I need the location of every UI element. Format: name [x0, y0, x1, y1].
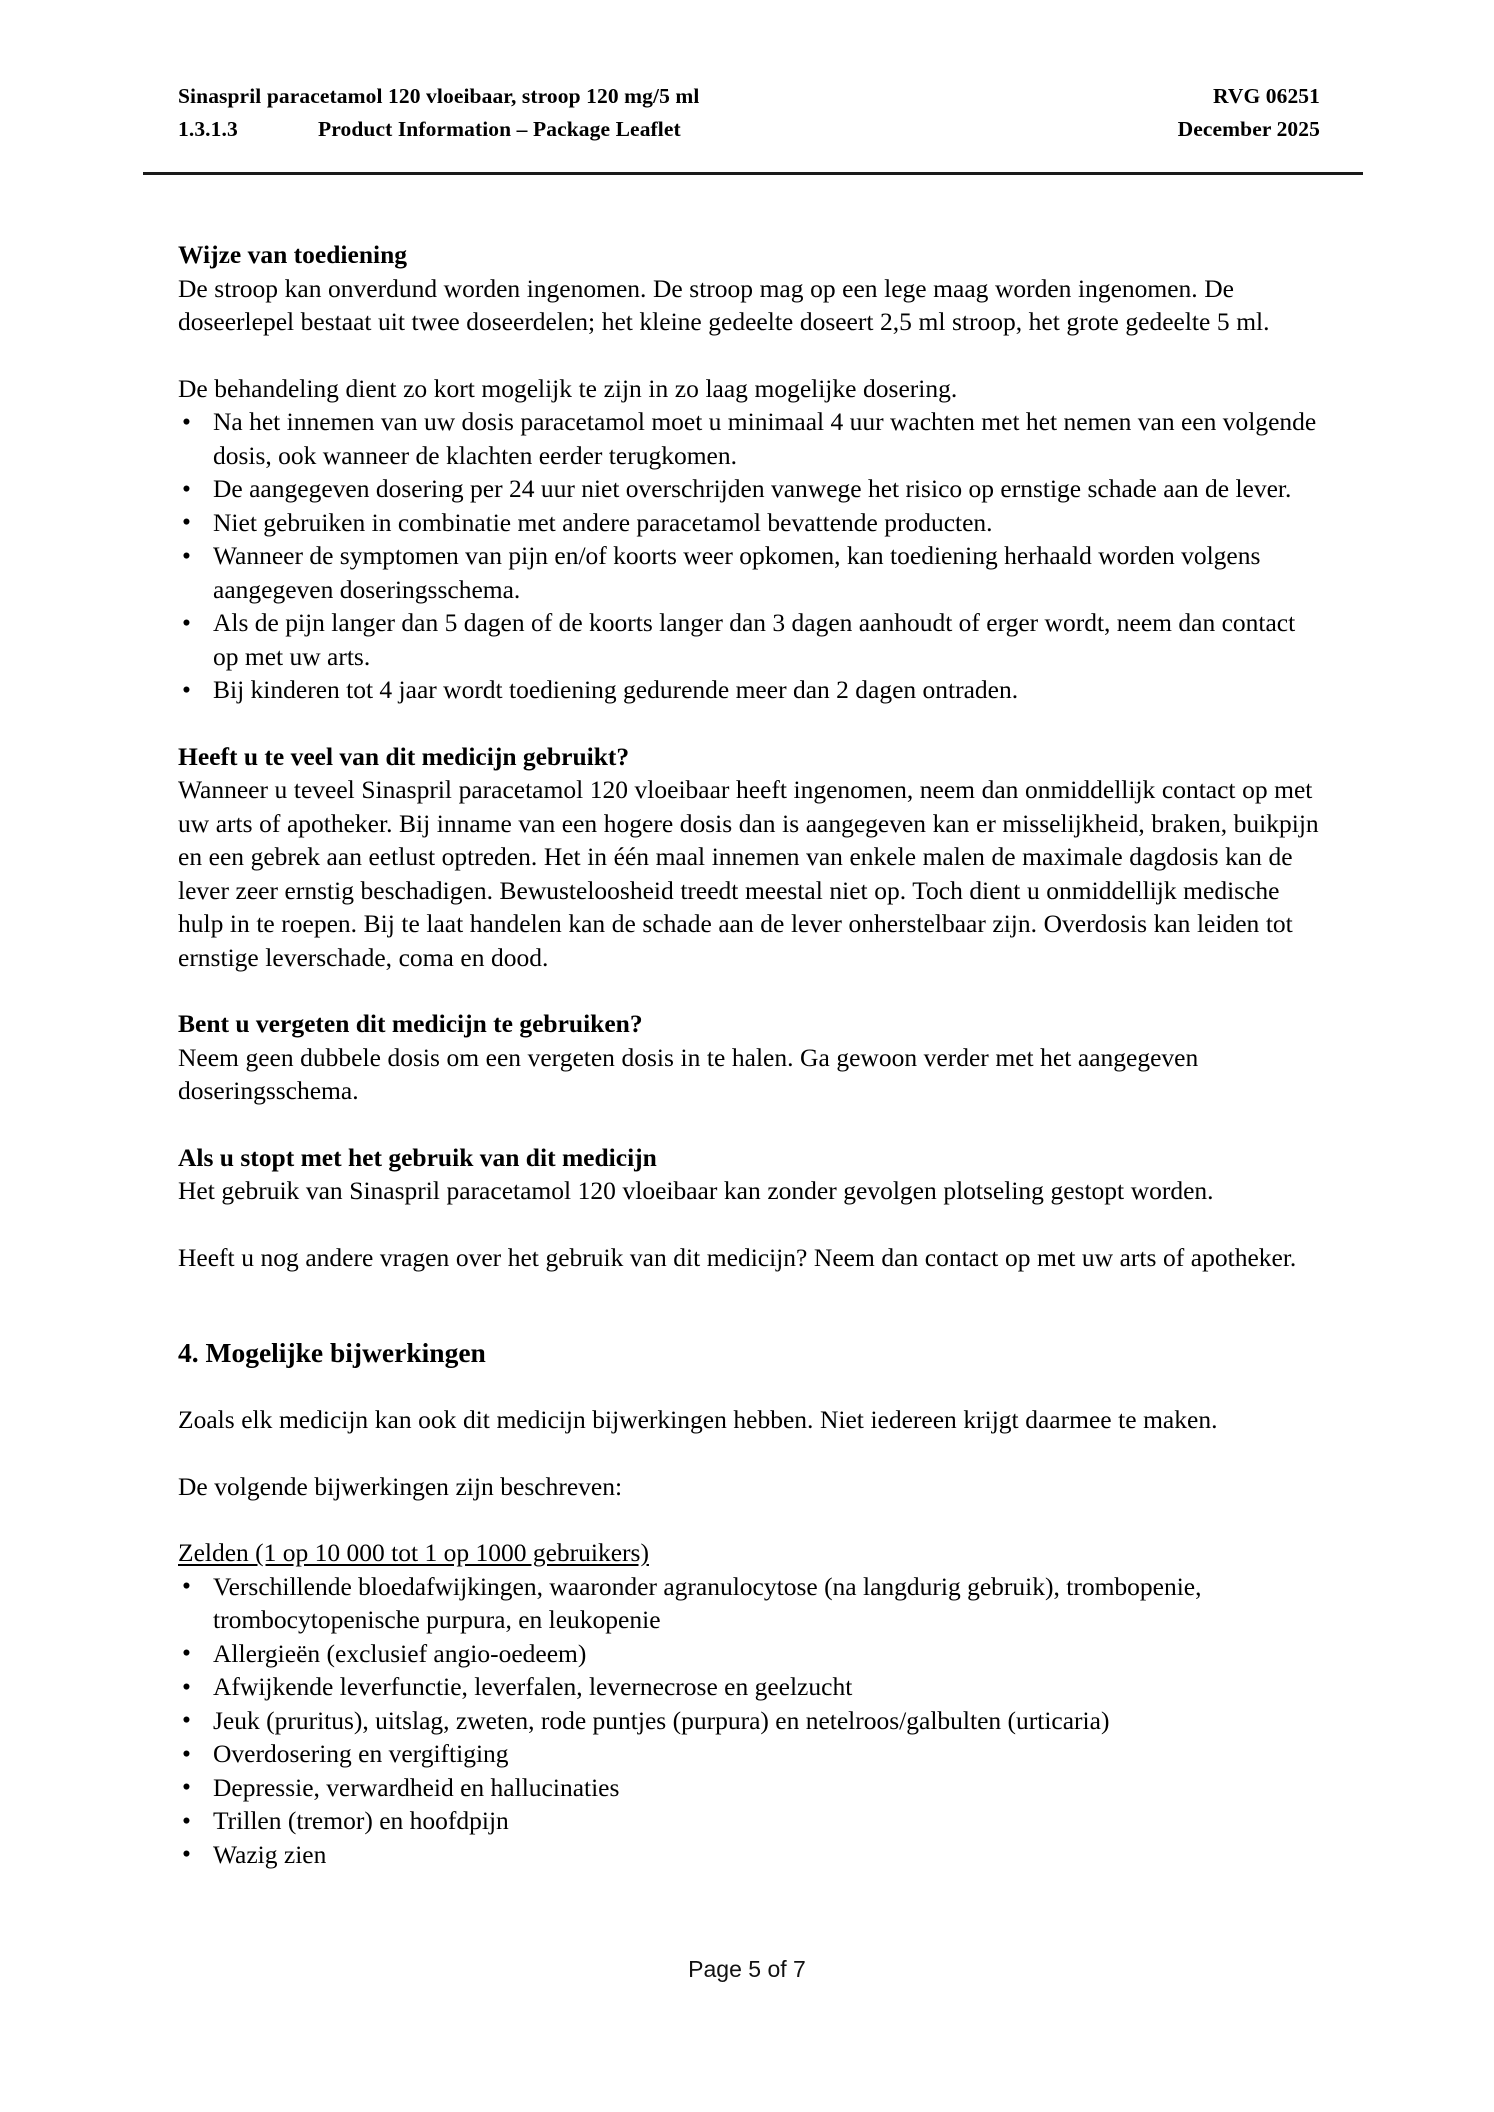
- list-item: • Na het innemen van uw dosis paracetamol moet u minimaal 4 uur wachten met het nemen van een volgende dosis, ook wanneer de klachten eerder terugkomen.: [178, 405, 1323, 472]
- list-item: • Jeuk (pruritus), uitslag, zweten, rode puntjes (purpura) en netelroos/galbulten (urticaria): [178, 1704, 1323, 1738]
- document-body: [178, 238, 1323, 1871]
- section-number: 1.3.1.3: [178, 117, 238, 141]
- heading-frequency-zelden: Zelden (1 op 10 000 tot 1 op 1000 gebruikers): [178, 1538, 649, 1567]
- spacer: [178, 1370, 1323, 1403]
- list-item: • Wanneer de symptomen van pijn en/of koorts weer opkomen, kan toediening herhaald worden volgens aangegeven doseringsschema.: [178, 539, 1323, 606]
- paragraph-overdose: Wanneer u teveel Sinaspril paracetamol 120 vloeibaar heeft ingenomen, neem dan onmiddellijk contact op met uw arts of apotheker. Bij inname van een hogere dosis dan is aangegeven kan er misselijkheid, braken, buikpijn en een gebrek aan eetlust optreden. Het in één maal innemen van enkele malen de maximale dagdosis kan de lever zeer ernstig beschadigen. Bewusteloosheid treedt meestal niet op. Toch dient u onmiddellijk medische hulp in te roepen. Bij te laat handelen kan de schade aan de lever onherstelbaar zijn. Overdosis kan leiden tot ernstige leverschade, coma en dood.: [178, 775, 1319, 972]
- document-type: Product Information – Package Leaflet: [318, 117, 681, 141]
- paragraph-side-effects-1: Zoals elk medicijn kan ook dit medicijn bijwerkingen hebben. Niet iedereen krijgt daarmee te maken.: [178, 1405, 1218, 1434]
- spacer: [178, 339, 1323, 372]
- list-item: • Allergieën (exclusief angio-oedeem): [178, 1637, 1323, 1671]
- heading-missed-dose: Bent u vergeten dit medicijn te gebruiken?: [178, 1009, 643, 1038]
- rvg-number: RVG 06251: [1212, 84, 1320, 108]
- paragraph-administration: De stroop kan onverdund worden ingenomen. De stroop mag op een lege maag worden ingenomen. De doseerlepel bestaat uit twee doseerdelen; het kleine gedeelte doseert 2,5 ml stroop, het grote gedeelte 5 ml.: [178, 273, 1270, 336]
- spacer: [178, 974, 1323, 1007]
- document-footer: [0, 1954, 1494, 1984]
- page-number-label: Page 5 of 7: [688, 1956, 806, 1982]
- paragraph-stopping: Het gebruik van Sinaspril paracetamol 120 vloeibaar kan zonder gevolgen plotseling gestopt worden.: [178, 1176, 1214, 1205]
- list-item: • Overdosering en vergiftiging: [178, 1737, 1323, 1771]
- list-item: • Afwijkende leverfunctie, leverfalen, levernecrose en geelzucht: [178, 1670, 1323, 1704]
- spacer: [178, 1274, 1323, 1336]
- list-item: • Trillen (tremor) en hoofdpijn: [178, 1804, 1323, 1838]
- spacer: [178, 1108, 1323, 1141]
- heading-administration: Wijze van toediening: [178, 240, 408, 269]
- list-item: • Als de pijn langer dan 5 dagen of de koorts langer dan 3 dagen aanhoudt of erger wordt, neem dan contact op met uw arts.: [178, 606, 1323, 673]
- spacer: [178, 1208, 1323, 1241]
- header-row-section: [178, 113, 1320, 146]
- heading-overdose: Heeft u te veel van dit medicijn gebruikt?: [178, 741, 630, 771]
- list-side-effects: [178, 1570, 1323, 1872]
- paragraph-missed-dose: Neem geen dubbele dosis om een vergeten dosis in te halen. Ga gewoon verder met het aangegeven doseringsschema.: [178, 1042, 1199, 1105]
- list-item: • De aangegeven dosering per 24 uur niet overschrijden vanwege het risico op ernstige schade aan de lever.: [178, 472, 1323, 506]
- heading-stopping: Als u stopt met het gebruik van dit medicijn: [178, 1142, 657, 1172]
- header-divider: [143, 172, 1363, 175]
- list-item: • Niet gebruiken in combinatie met andere paracetamol bevattende producten.: [178, 506, 1323, 540]
- spacer: [178, 1437, 1323, 1470]
- heading-frequency-zelden-wrap: [178, 1536, 1323, 1570]
- document-header: [178, 80, 1320, 146]
- paragraph-administration-intro: De behandeling dient zo kort mogelijk te zijn in zo laag mogelijke dosering.: [178, 373, 958, 403]
- list-item: • Bij kinderen tot 4 jaar wordt toediening gedurende meer dan 2 dagen ontraden.: [178, 673, 1323, 707]
- product-title: Sinaspril paracetamol 120 vloeibaar, stroop 120 mg/5 ml: [178, 84, 700, 108]
- list-item: • Depressie, verwardheid en hallucinaties: [178, 1771, 1323, 1805]
- header-row-product: [178, 80, 1320, 113]
- paragraph-stopping-closing: Heeft u nog andere vragen over het gebruik van dit medicijn? Neem dan contact op met uw arts of apotheker.: [178, 1242, 1297, 1272]
- spacer: [178, 1503, 1323, 1536]
- paragraph-side-effects-2: De volgende bijwerkingen zijn beschreven:: [178, 1471, 623, 1501]
- spacer: [178, 707, 1323, 740]
- list-administration: [178, 405, 1323, 707]
- heading-side-effects: 4. Mogelijke bijwerkingen: [178, 1337, 486, 1368]
- list-item: • Verschillende bloedafwijkingen, waaronder agranulocytose (na langdurig gebruik), trombopenie, trombocytopenische purpura, en leukopenie: [178, 1570, 1323, 1637]
- document-date: December 2025: [1177, 117, 1320, 141]
- list-item: • Wazig zien: [178, 1838, 1323, 1872]
